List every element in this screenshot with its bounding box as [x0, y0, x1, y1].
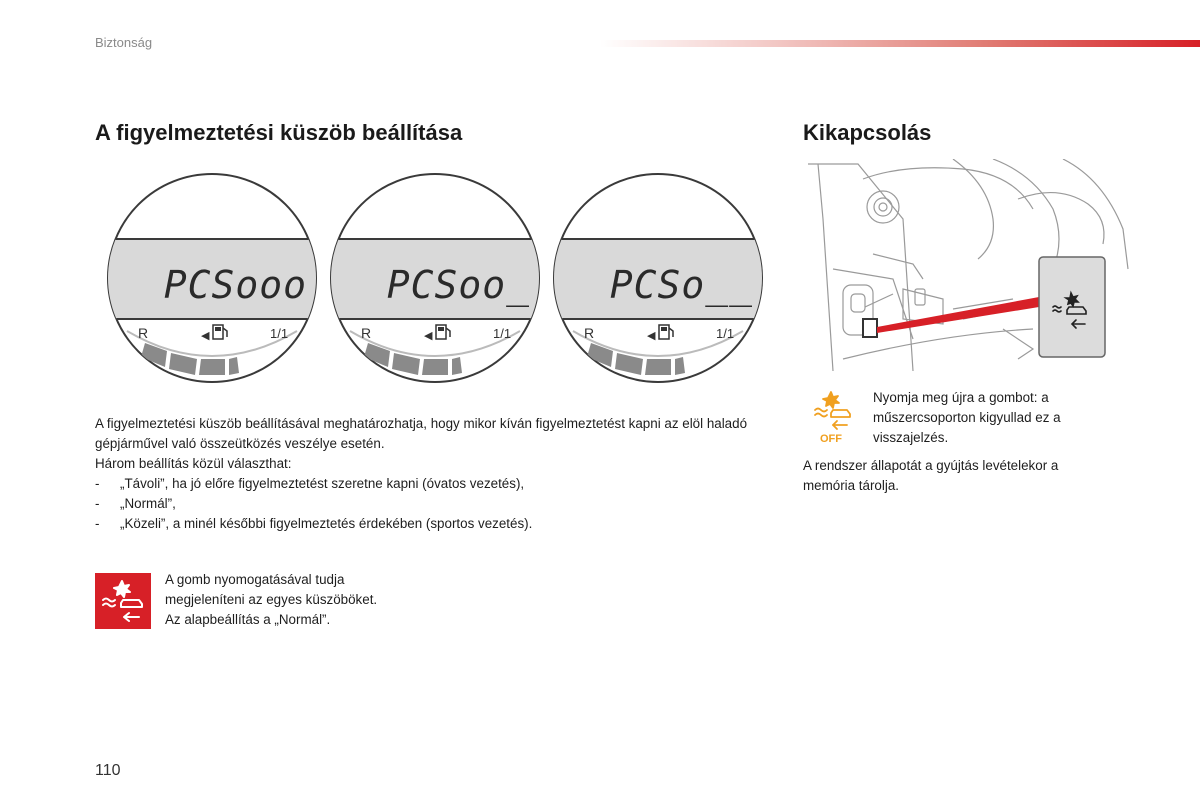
- list-item-text: „Közeli”, a minél későbbi figyelmeztetés érdekében (sportos vezetés).: [120, 516, 533, 531]
- arrow-marker: ◀: [647, 330, 656, 342]
- memory-note-line: memória tárolja.: [803, 478, 899, 493]
- display-dial-far: [105, 171, 319, 385]
- off-instruction: [873, 388, 1123, 448]
- gear-indicator-r: R: [361, 325, 372, 341]
- intro-paragraph: A figyelmeztetési küszöb beállításával meghatározhatja, hogy mikor kíván figyelmeztetést kapni az elöl haladó gépjárművel való összeütközés veszélye esetén.: [95, 416, 748, 451]
- options-list: [95, 474, 785, 534]
- display-dial-near: [551, 171, 765, 385]
- display-text: PCSo__: [609, 263, 753, 307]
- off-instruction-line: műszercsoporton kigyullad ez a: [873, 410, 1061, 425]
- gear-indicator-r: R: [584, 325, 595, 341]
- left-section-title: A figyelmeztetési küszöb beállítása: [95, 120, 463, 145]
- button-note-line: A gomb nyomogatásával tudja: [165, 572, 345, 587]
- fuel-full-label: 1/1: [270, 326, 289, 341]
- header-accent-bar: [600, 40, 1200, 47]
- list-dash: -: [95, 516, 100, 531]
- off-instruction-line: visszajelzés.: [873, 430, 949, 445]
- off-instruction-line: Nyomja meg újra a gombot: a: [873, 390, 1049, 405]
- list-item: [95, 474, 785, 494]
- page-number: 110: [95, 762, 121, 779]
- gear-indicator-r: R: [138, 325, 149, 341]
- arrow-marker: ◀: [424, 330, 433, 342]
- display-text: PCSoo_: [386, 263, 530, 307]
- list-dash: -: [95, 496, 100, 511]
- list-item: [95, 514, 785, 534]
- display-text: PCSooo: [163, 263, 307, 307]
- dashboard-console-illustration: [803, 159, 1133, 371]
- fuel-full-label: 1/1: [716, 326, 735, 341]
- button-note: [165, 570, 465, 630]
- button-note-line: Az alapbeállítás a „Normál”.: [165, 612, 331, 627]
- fuel-full-label: 1/1: [493, 326, 512, 341]
- section-label: Biztonság: [95, 35, 153, 50]
- list-item-text: „Távoli”, ha jó előre figyelmeztetést szeretne kapni (óvatos vezetés),: [120, 476, 525, 491]
- list-item: [95, 494, 785, 514]
- collision-warning-icon: [95, 573, 151, 629]
- right-section-title: Kikapcsolás: [803, 120, 932, 145]
- collision-warning-off-icon: [803, 388, 863, 448]
- memory-note: [803, 456, 1123, 496]
- memory-note-line: A rendszer állapotát a gyújtás levételekor a: [803, 458, 1059, 473]
- display-dial-normal: [328, 171, 542, 385]
- list-item-text: „Normál”,: [120, 496, 176, 511]
- options-intro: Három beállítás közül választhat:: [95, 456, 292, 471]
- button-note-line: megjeleníteni az egyes küszöböket.: [165, 592, 378, 607]
- body-text: [95, 414, 785, 534]
- list-dash: -: [95, 476, 100, 491]
- arrow-marker: ◀: [201, 330, 210, 342]
- off-label: OFF: [820, 433, 842, 445]
